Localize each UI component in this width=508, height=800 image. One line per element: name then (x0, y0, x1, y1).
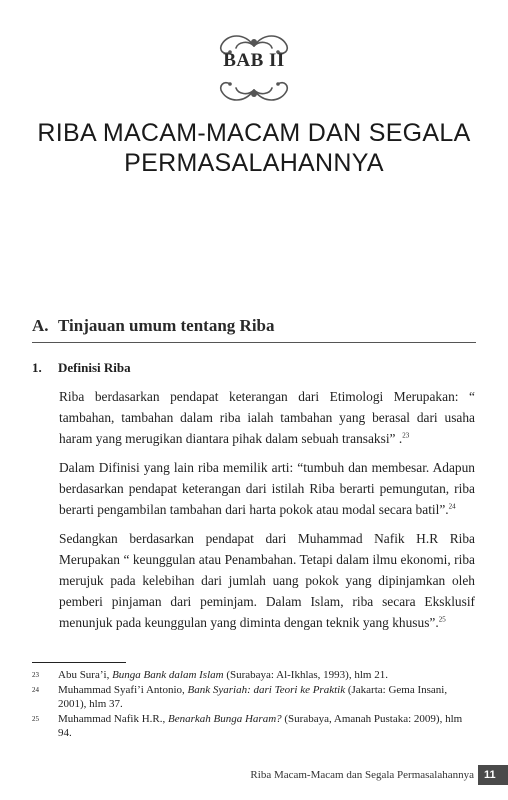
footnote-ref-23[interactable]: 23 (402, 431, 410, 440)
section-title: Tinjauan umum tentang Riba (58, 316, 275, 335)
chapter-label: BAB II (223, 50, 285, 71)
paragraph-2-text: Dalam Difinisi yang lain riba memilik arti: “tumbuh dan membesar. Adapun berdasarkan pendapat keterangan dari istilah Riba berarti pemungutan, riba berarti pengambilan tambahan dari harta pokok atau modal secara batil”. (59, 460, 475, 517)
subsection-number: 1. (32, 360, 42, 375)
footnotes (32, 668, 476, 741)
footnote-number: 24 (32, 686, 39, 694)
footnote-publication: (Surabaya, Amanah Pustaka: 2009), hlm 94. (58, 713, 463, 739)
footnote-number: 23 (32, 671, 39, 679)
footnote-book-title: Bunga Bank dalam Islam (112, 669, 224, 681)
chapter-title-line-2: PERMASALAHANNYA (124, 149, 384, 177)
chapter-title (20, 118, 488, 178)
paragraph-1-text: Riba berdasarkan pendapat keterangan dari Etimologi Merupakan: “ tambahan, tambahan dalam riba ialah tambahan yang berasal dari usaha haram yang merugikan diantara pihak dalam sebuah transaksi” . (59, 389, 475, 446)
paragraph-2 (59, 457, 475, 520)
footnote-25 (32, 712, 476, 740)
footnote-author: Muhammad Syafi’i Antonio, (58, 684, 188, 696)
footnote-ref-25[interactable]: 25 (438, 615, 446, 624)
section-letter: A. (32, 316, 49, 335)
running-footer-title: Riba Macam-Macam dan Segala Permasalahannya (250, 769, 474, 781)
paragraph-3-text: Sedangkan berdasarkan pendapat dari Muhammad Nafik H.R Riba Merupakan “ keunggulan atau Penambahan. Tetapi dalam ilmu ekonomi, riba merujuk pada kelebihan dari jumlah uang pokok yang dipinjamkan oleh pemberi pinjaman dari peminjam. Dalam Islam, riba secara Eksklusif menunjuk pada keunggulan yang diminta dengan teknik yang khusus”. (59, 531, 475, 630)
footnote-publication: (Jakarta: Gema Insani, 2001), hlm 37. (58, 684, 448, 710)
footnote-book-title: Bank Syariah: dari Teori ke Praktik (187, 684, 346, 696)
footnote-number: 25 (32, 715, 39, 723)
subsection-title: Definisi Riba (58, 360, 131, 375)
body-text (59, 386, 475, 641)
footnote-ref-24[interactable]: 24 (448, 502, 456, 511)
footnote-24 (32, 683, 476, 711)
footnote-author: Abu Sura’i, (58, 669, 113, 681)
page-number: 11 (478, 765, 508, 785)
footnote-author: Muhammad Nafik H.R., (58, 713, 168, 725)
subsection-heading (32, 360, 131, 376)
paragraph-1 (59, 386, 475, 449)
paragraph-3 (59, 528, 475, 633)
footnote-23 (32, 668, 476, 682)
section-heading (32, 316, 476, 343)
footnote-divider (32, 662, 126, 663)
chapter-title-line-1: RIBA MACAM-MACAM DAN SEGALA (37, 119, 471, 147)
footnote-publication: (Surabaya: Al-Ikhlas, 1993), hlm 21. (223, 669, 388, 681)
footnote-book-title: Benarkah Bunga Haram? (167, 713, 282, 725)
